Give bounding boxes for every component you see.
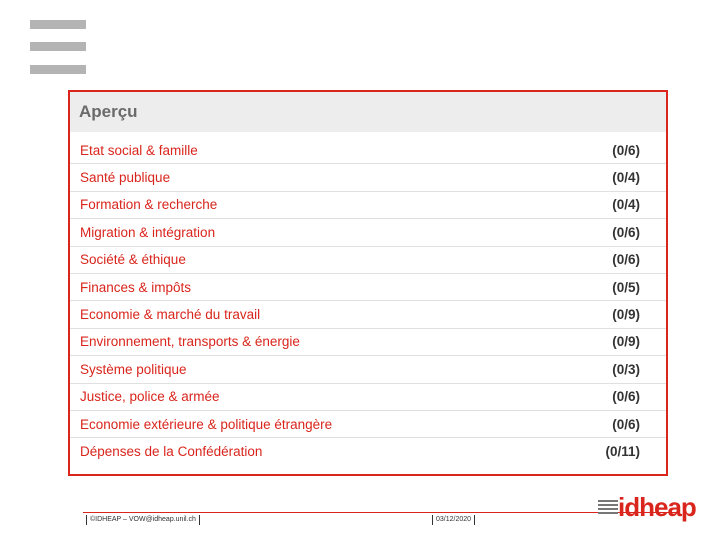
idheap-logo — [598, 494, 698, 524]
topic-count: (0/11) — [605, 444, 640, 460]
topic-label[interactable]: Système politique — [80, 361, 187, 377]
hamburger-menu-icon[interactable] — [30, 20, 86, 76]
topic-count: (0/9) — [612, 334, 640, 350]
topic-label[interactable]: Santé publique — [80, 170, 171, 186]
topic-count: (0/6) — [612, 252, 640, 268]
panel-title: Aperçu — [79, 102, 138, 121]
topic-row-depenses[interactable] — [70, 438, 666, 465]
topic-row-formation[interactable] — [70, 192, 666, 219]
topic-row-environnement[interactable] — [70, 329, 666, 356]
topic-label[interactable]: Economie & marché du travail — [80, 307, 261, 323]
panel-header — [70, 92, 666, 132]
topic-count: (0/9) — [612, 307, 640, 323]
topic-label[interactable]: Société & éthique — [80, 252, 186, 268]
topic-row-finances[interactable] — [70, 274, 666, 301]
topic-count: (0/6) — [612, 389, 640, 405]
topic-row-justice[interactable] — [70, 384, 666, 411]
topic-count: (0/6) — [612, 142, 640, 158]
topic-label[interactable]: Dépenses de la Confédération — [80, 444, 263, 460]
menu-bar-middle — [30, 42, 86, 51]
topic-row-etat-social[interactable] — [70, 137, 666, 164]
footer-copyright: ©IDHEAP – VOW@idheap.unil.ch — [86, 515, 200, 525]
topic-list — [70, 137, 666, 466]
topic-label[interactable]: Finances & impôts — [80, 279, 192, 295]
topic-row-societe[interactable] — [70, 247, 666, 274]
topic-label[interactable]: Etat social & famille — [80, 142, 198, 158]
topic-row-migration[interactable] — [70, 219, 666, 246]
topic-row-sante[interactable] — [70, 164, 666, 191]
topic-row-economie-exterieure[interactable] — [70, 411, 666, 438]
topic-row-economie-travail[interactable] — [70, 301, 666, 328]
topic-label[interactable]: Migration & intégration — [80, 224, 216, 240]
topic-count: (0/5) — [612, 279, 640, 295]
topic-row-systeme-politique[interactable] — [70, 356, 666, 383]
topic-label[interactable]: Economie extérieure & politique étrangère — [80, 416, 333, 432]
footer-date: 03/12/2020 — [432, 515, 475, 525]
topic-label[interactable]: Justice, police & armée — [80, 389, 220, 405]
topic-count: (0/3) — [612, 361, 640, 377]
topic-count: (0/4) — [612, 197, 640, 213]
logo-stripes-icon — [598, 500, 618, 516]
menu-bar-bottom — [30, 65, 86, 74]
topic-label[interactable]: Environnement, transports & énergie — [80, 334, 300, 350]
topic-count: (0/4) — [612, 170, 640, 186]
logo-text: idheap — [618, 492, 696, 522]
menu-bar-top — [30, 20, 86, 29]
slide-footer — [0, 492, 720, 540]
topic-count: (0/6) — [612, 416, 640, 432]
footer-divider — [83, 512, 680, 513]
topic-count: (0/6) — [612, 224, 640, 240]
topic-label[interactable]: Formation & recherche — [80, 197, 218, 213]
